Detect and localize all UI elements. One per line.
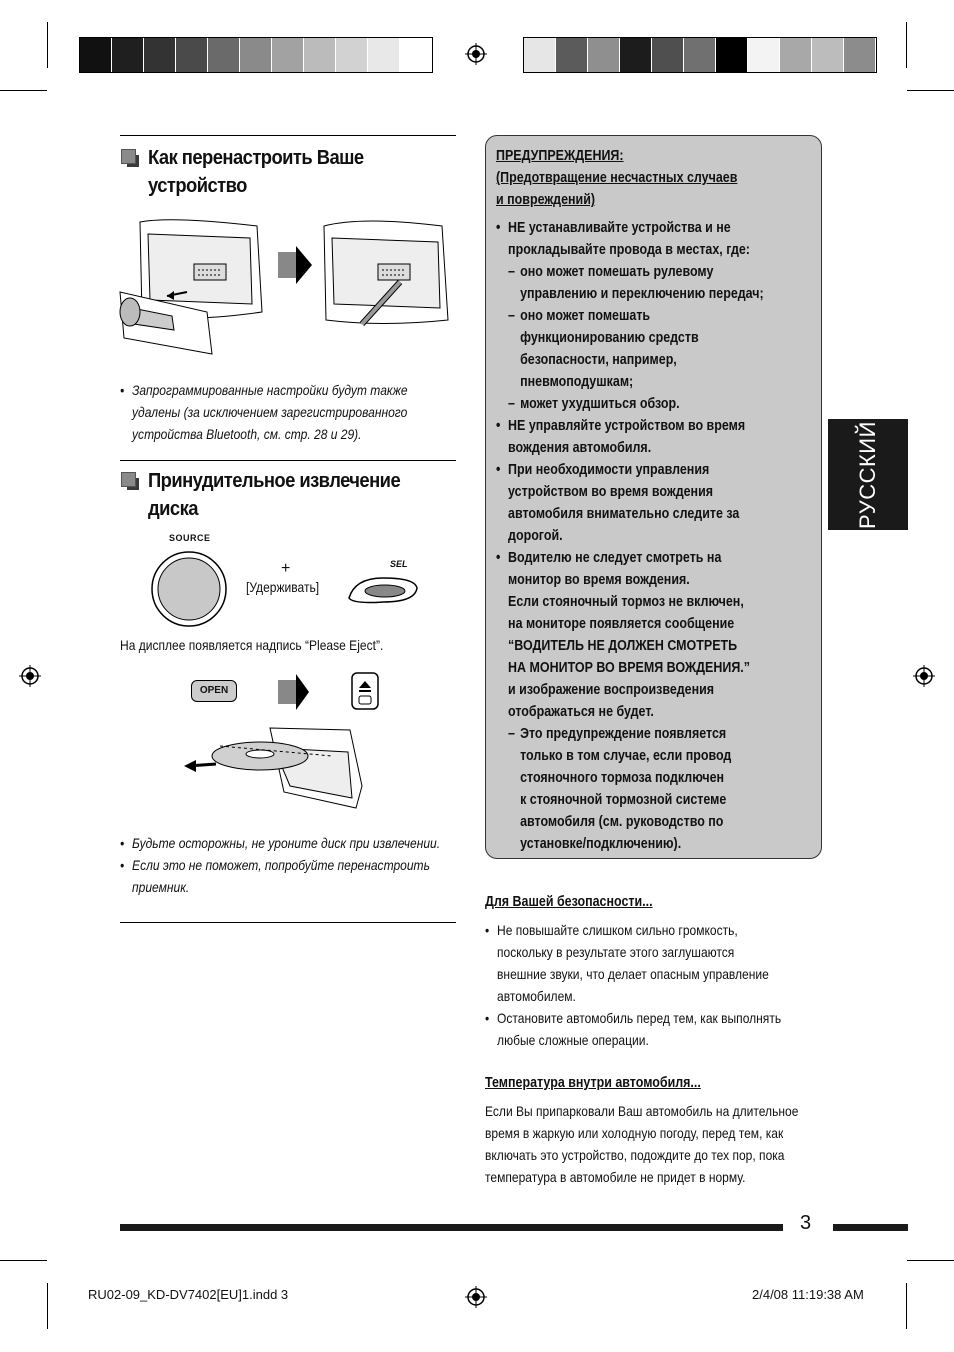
bottom-bar [833, 1224, 908, 1231]
color-swatch [556, 38, 588, 72]
color-swatch [112, 38, 144, 72]
open-button[interactable] [191, 680, 237, 702]
disc-eject-illustration [180, 716, 370, 826]
color-swatch [240, 38, 272, 72]
eject-button-icon[interactable] [351, 672, 379, 710]
safety-heading: Для Вашей безопасности... [485, 894, 653, 910]
list-item: • Будьте осторожны, не уроните диск при извлечении. [120, 832, 464, 854]
registration-mark-icon [913, 665, 935, 687]
safety-list [485, 919, 820, 1051]
sel-label: SEL [390, 559, 408, 569]
color-swatch [716, 38, 748, 72]
footer-file: RU02-09_KD-DV7402[EU]1.indd 3 [88, 1287, 289, 1302]
color-swatch [272, 38, 304, 72]
hold-label: [Удерживать] [246, 579, 320, 595]
color-swatch [684, 38, 716, 72]
color-swatch [620, 38, 652, 72]
registration-mark-icon [19, 665, 41, 687]
sub-item: – оно может помешать функционированию средств безопасности, например, пневмоподушкам; [508, 305, 814, 393]
section-marker-icon [121, 472, 136, 487]
eject-heading: Принудительное извлечение диска [148, 470, 401, 520]
color-swatch [304, 38, 336, 72]
list-item: • При необходимости управления устройством во время вождения автомобиля внимательно следите за дорогой. [496, 459, 814, 547]
footer-date: 2/4/08 11:19:38 AM [752, 1287, 864, 1302]
registration-mark-icon [465, 1286, 487, 1308]
warning-subtitle: (Предотвращение несчастных случаев [496, 170, 738, 186]
color-swatch [652, 38, 684, 72]
color-swatch [780, 38, 812, 72]
color-swatch [844, 38, 876, 72]
registration-mark-icon [465, 43, 487, 65]
temperature-text: Если Вы припарковали Ваш автомобиль на длительное время в жаркую или холодную погоду, перед тем, как включать это устройство, подождите до тех пор, пока температура в автомобиле не придет в норму. [485, 1103, 799, 1185]
reset-illustration [112, 212, 462, 362]
plus-sign: + [281, 560, 291, 577]
color-swatch [400, 38, 432, 72]
list-item: • Водителю не следует смотреть на монитор во время вождения. Если стояночный тормоз не включен, на мониторе появляется сообщение “ВОДИТЕЛЬ НЕ ДОЛЖЕН СМОТРЕТЬ НА МОНИТОР ВО ВРЕМЯ ВОЖДЕНИЯ.” и изображение воспроизведения отображаться не будет. – Это предупреждение появляется только в том случае, если провод стояночного тормоза подключен к стояночной тормозной системе автомобиля (см. руководство по установке/подключению). [496, 547, 814, 855]
sub-item: – Это предупреждение появляется только в том случае, если провод стояночного тормоза подключен к стояночной тормозной системе автомобиля (см. руководство по установке/подключению). [508, 723, 814, 855]
temperature-heading: Температура внутри автомобиля... [485, 1075, 701, 1091]
color-swatch [748, 38, 780, 72]
color-swatch [144, 38, 176, 72]
arrow-right-icon [278, 672, 310, 712]
list-item: • НЕ управляйте устройством во время вождения автомобиля. [496, 415, 814, 459]
color-swatch [176, 38, 208, 72]
color-swatch [208, 38, 240, 72]
list-item: • Запрограммированные настройки будут также удалены (за исключением зарегистрированного устройства Bluetooth, см. стр. 28 и 29). [120, 379, 454, 445]
sub-item: – оно может помешать рулевому управлению и переключению передач; [508, 261, 814, 305]
page-number: 3 [800, 1212, 812, 1234]
color-bar-left [79, 37, 433, 73]
reset-note [120, 379, 454, 445]
display-message: На дисплее появляется надпись “Please Eject”. [120, 637, 384, 653]
bottom-bar [120, 1224, 783, 1231]
sub-item: – может ухудшиться обзор. [508, 393, 814, 415]
source-label: SOURCE [169, 533, 211, 543]
color-swatch [588, 38, 620, 72]
list-item: • Если это не поможет, попробуйте перенастроить приемник. [120, 854, 464, 898]
eject-notes [120, 832, 464, 898]
list-item: • Не повышайте слишком сильно громкость, поскольку в результате этого заглушаются внешние звуки, что делает опасным управление автомобилем. [485, 919, 820, 1007]
color-swatch [80, 38, 112, 72]
warning-subtitle: и повреждений) [496, 192, 596, 208]
color-swatch [812, 38, 844, 72]
color-bar-right [523, 37, 877, 73]
sel-button-icon[interactable] [345, 574, 421, 606]
warning-content [496, 145, 814, 855]
reset-heading: Как перенастроить Ваше устройство [148, 147, 364, 197]
color-swatch [368, 38, 400, 72]
language-tab: РУССКИЙ [828, 419, 908, 530]
source-knob-icon[interactable] [150, 550, 228, 628]
list-item: • НЕ устанавливайте устройства и не прокладывайте провода в местах, где: – оно может помешать рулевому управлению и переключению передач; – оно может помешать функционированию средств безопасности, например, пневмоподушкам; – может ухудшиться обзор. [496, 217, 814, 415]
list-item: • Остановите автомобиль перед тем, как выполнять любые сложные операции. [485, 1007, 820, 1051]
section-marker-icon [121, 149, 136, 164]
open-button-label: OPEN [199, 685, 229, 696]
color-swatch [524, 38, 556, 72]
warning-title: ПРЕДУПРЕЖДЕНИЯ: [496, 148, 624, 164]
color-swatch [336, 38, 368, 72]
